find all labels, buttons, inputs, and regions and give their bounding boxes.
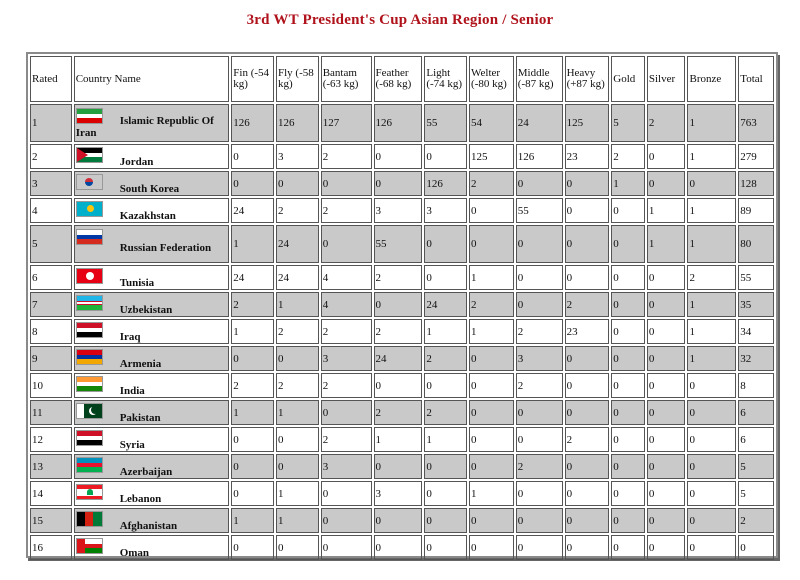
country-name: Russian Federation	[119, 242, 212, 254]
value-cell: 0	[321, 535, 372, 560]
value-cell: 0	[565, 171, 610, 196]
value-cell: 0	[647, 319, 686, 344]
table-row	[30, 508, 774, 533]
table-row	[30, 198, 774, 223]
azerbaijan-flag-icon	[76, 457, 103, 473]
country-name: Lebanon	[119, 492, 162, 505]
value-cell: 0	[469, 427, 514, 452]
value-cell: 1	[231, 225, 274, 263]
value-cell: 0	[231, 346, 274, 371]
table-row	[30, 319, 774, 344]
value-cell: 0	[424, 144, 467, 169]
country-name: Pakistan	[119, 411, 161, 424]
jordan-flag-icon	[76, 147, 103, 163]
value-cell: 127	[321, 104, 372, 142]
rated-cell: 7	[30, 292, 72, 317]
value-cell: 24	[516, 104, 563, 142]
value-cell: 0	[424, 508, 467, 533]
results-table-container	[26, 52, 778, 558]
value-cell: 2	[516, 454, 563, 479]
rated-cell: 5	[30, 225, 72, 263]
uzbekistan-flag-icon	[76, 295, 103, 311]
value-cell: 1	[276, 481, 319, 506]
value-cell: 1	[611, 171, 645, 196]
value-cell: 23	[565, 144, 610, 169]
value-cell: 2	[276, 373, 319, 398]
value-cell: 1	[687, 198, 736, 223]
value-cell: 126	[231, 104, 274, 142]
country-name: South Korea	[119, 182, 180, 195]
value-cell: 5	[738, 454, 774, 479]
value-cell: 0	[516, 292, 563, 317]
country-cell	[74, 198, 230, 223]
value-cell: 0	[687, 373, 736, 398]
value-cell: 24	[276, 265, 319, 290]
value-cell: 0	[611, 265, 645, 290]
value-cell: 55	[516, 198, 563, 223]
value-cell: 0	[565, 265, 610, 290]
table-row	[30, 535, 774, 560]
country-name: India	[119, 384, 145, 397]
value-cell: 0	[516, 481, 563, 506]
value-cell: 0	[374, 292, 423, 317]
value-cell: 0	[424, 481, 467, 506]
value-cell: 0	[469, 373, 514, 398]
value-cell: 2	[738, 508, 774, 533]
value-cell: 0	[469, 225, 514, 263]
header-bronze: Bronze	[687, 56, 736, 102]
country-cell	[74, 225, 230, 263]
value-cell: 2	[647, 104, 686, 142]
value-cell: 3	[374, 198, 423, 223]
value-cell: 0	[687, 481, 736, 506]
value-cell: 55	[738, 265, 774, 290]
value-cell: 0	[565, 454, 610, 479]
value-cell: 55	[374, 225, 423, 263]
country-name: Uzbekistan	[119, 303, 173, 316]
value-cell: 24	[231, 265, 274, 290]
value-cell: 0	[565, 373, 610, 398]
value-cell: 2	[424, 400, 467, 425]
value-cell: 4	[321, 265, 372, 290]
value-cell: 125	[565, 104, 610, 142]
value-cell: 34	[738, 319, 774, 344]
value-cell: 0	[231, 171, 274, 196]
value-cell: 128	[738, 171, 774, 196]
value-cell: 8	[738, 373, 774, 398]
country-name: Oman	[119, 546, 150, 559]
value-cell: 1	[231, 400, 274, 425]
rated-cell: 1	[30, 104, 72, 142]
header-silver: Silver	[647, 56, 686, 102]
value-cell: 3	[424, 198, 467, 223]
value-cell: 125	[469, 144, 514, 169]
value-cell: 0	[565, 400, 610, 425]
header-middle: Middle (-87 kg)	[516, 56, 563, 102]
value-cell: 0	[321, 225, 372, 263]
value-cell: 0	[611, 373, 645, 398]
value-cell: 0	[647, 427, 686, 452]
value-cell: 1	[276, 292, 319, 317]
value-cell: 0	[687, 454, 736, 479]
rated-cell: 13	[30, 454, 72, 479]
value-cell: 0	[611, 454, 645, 479]
value-cell: 0	[374, 171, 423, 196]
country-name: Afghanistan	[119, 519, 178, 532]
value-cell: 2	[611, 144, 645, 169]
value-cell: 0	[565, 508, 610, 533]
value-cell: 0	[611, 225, 645, 263]
value-cell: 0	[516, 427, 563, 452]
value-cell: 0	[611, 319, 645, 344]
afghanistan-flag-icon	[76, 511, 103, 527]
rated-cell: 3	[30, 171, 72, 196]
country-name: Armenia	[119, 357, 162, 370]
value-cell: 126	[374, 104, 423, 142]
syria-flag-icon	[76, 430, 103, 446]
value-cell: 1	[687, 225, 736, 263]
table-row	[30, 265, 774, 290]
value-cell: 2	[516, 319, 563, 344]
rated-cell: 14	[30, 481, 72, 506]
value-cell: 89	[738, 198, 774, 223]
value-cell: 0	[647, 292, 686, 317]
value-cell: 0	[647, 265, 686, 290]
value-cell: 0	[611, 198, 645, 223]
value-cell: 80	[738, 225, 774, 263]
value-cell: 55	[424, 104, 467, 142]
value-cell: 0	[611, 481, 645, 506]
value-cell: 1	[231, 319, 274, 344]
value-cell: 0	[687, 171, 736, 196]
value-cell: 0	[516, 265, 563, 290]
value-cell: 126	[516, 144, 563, 169]
value-cell: 0	[516, 508, 563, 533]
table-row	[30, 292, 774, 317]
value-cell: 2	[469, 292, 514, 317]
country-name: Jordan	[119, 155, 154, 168]
value-cell: 0	[611, 535, 645, 560]
value-cell: 1	[469, 319, 514, 344]
value-cell: 1	[647, 198, 686, 223]
country-name: Azerbaijan	[119, 465, 173, 478]
value-cell: 1	[276, 508, 319, 533]
value-cell: 763	[738, 104, 774, 142]
value-cell: 0	[469, 508, 514, 533]
value-cell: 0	[276, 535, 319, 560]
table-row	[30, 400, 774, 425]
country-cell	[74, 508, 230, 533]
value-cell: 0	[687, 535, 736, 560]
value-cell: 0	[687, 508, 736, 533]
value-cell: 3	[321, 346, 372, 371]
value-cell: 0	[469, 454, 514, 479]
value-cell: 0	[647, 481, 686, 506]
value-cell: 2	[687, 265, 736, 290]
value-cell: 0	[469, 400, 514, 425]
value-cell: 0	[231, 144, 274, 169]
rated-cell: 8	[30, 319, 72, 344]
value-cell: 1	[687, 319, 736, 344]
value-cell: 0	[565, 198, 610, 223]
value-cell: 0	[321, 508, 372, 533]
value-cell: 2	[321, 198, 372, 223]
value-cell: 0	[611, 346, 645, 371]
value-cell: 0	[321, 481, 372, 506]
country-cell	[74, 144, 230, 169]
header-row	[30, 56, 774, 102]
value-cell: 0	[647, 508, 686, 533]
country-name: Kazakhstan	[119, 209, 176, 222]
value-cell: 0	[738, 535, 774, 560]
value-cell: 0	[647, 454, 686, 479]
value-cell: 0	[374, 373, 423, 398]
value-cell: 54	[469, 104, 514, 142]
value-cell: 5	[738, 481, 774, 506]
country-cell	[74, 454, 230, 479]
page-title: 3rd WT President's Cup Asian Region / Senior	[246, 12, 554, 28]
value-cell: 0	[321, 171, 372, 196]
header-welter: Welter (-80 kg)	[469, 56, 514, 102]
value-cell: 0	[424, 454, 467, 479]
kazakhstan-flag-icon	[76, 201, 103, 217]
value-cell: 0	[424, 535, 467, 560]
value-cell: 0	[611, 400, 645, 425]
pakistan-flag-icon	[76, 403, 103, 419]
value-cell: 0	[687, 427, 736, 452]
value-cell: 35	[738, 292, 774, 317]
header-fin: Fin (-54 kg)	[231, 56, 274, 102]
table-row	[30, 346, 774, 371]
value-cell: 0	[276, 427, 319, 452]
value-cell: 2	[565, 427, 610, 452]
value-cell: 0	[687, 400, 736, 425]
value-cell: 126	[276, 104, 319, 142]
value-cell: 0	[647, 346, 686, 371]
value-cell: 0	[469, 198, 514, 223]
value-cell: 3	[374, 481, 423, 506]
table-row	[30, 373, 774, 398]
value-cell: 0	[231, 427, 274, 452]
value-cell: 6	[738, 400, 774, 425]
armenia-flag-icon	[76, 349, 103, 365]
country-cell	[74, 400, 230, 425]
value-cell: 0	[231, 481, 274, 506]
value-cell: 2	[321, 373, 372, 398]
value-cell: 24	[276, 225, 319, 263]
country-cell	[74, 319, 230, 344]
table-row	[30, 225, 774, 263]
country-cell	[74, 104, 230, 142]
rated-cell: 16	[30, 535, 72, 560]
value-cell: 0	[231, 535, 274, 560]
value-cell: 279	[738, 144, 774, 169]
table-row	[30, 427, 774, 452]
tunisia-flag-icon	[76, 268, 103, 284]
country-cell	[74, 427, 230, 452]
value-cell: 6	[738, 427, 774, 452]
value-cell: 0	[276, 171, 319, 196]
value-cell: 24	[231, 198, 274, 223]
value-cell: 2	[469, 171, 514, 196]
rated-cell: 4	[30, 198, 72, 223]
header-feather: Feather (-68 kg)	[374, 56, 423, 102]
value-cell: 0	[516, 400, 563, 425]
results-table	[28, 54, 776, 562]
value-cell: 3	[276, 144, 319, 169]
value-cell: 1	[687, 346, 736, 371]
value-cell: 1	[231, 508, 274, 533]
value-cell: 3	[321, 454, 372, 479]
country-cell	[74, 346, 230, 371]
value-cell: 0	[276, 454, 319, 479]
table-row	[30, 481, 774, 506]
value-cell: 1	[374, 427, 423, 452]
header-gold: Gold	[611, 56, 645, 102]
iran-flag-icon	[76, 108, 103, 124]
country-cell	[74, 535, 230, 560]
value-cell: 0	[565, 535, 610, 560]
value-cell: 2	[374, 265, 423, 290]
value-cell: 0	[424, 265, 467, 290]
value-cell: 0	[321, 400, 372, 425]
value-cell: 24	[424, 292, 467, 317]
value-cell: 2	[276, 319, 319, 344]
header-rated: Rated	[30, 56, 72, 102]
country-cell	[74, 292, 230, 317]
value-cell: 0	[516, 225, 563, 263]
country-cell	[74, 265, 230, 290]
value-cell: 0	[611, 427, 645, 452]
value-cell: 0	[516, 171, 563, 196]
table-row	[30, 171, 774, 196]
value-cell: 32	[738, 346, 774, 371]
value-cell: 0	[424, 225, 467, 263]
value-cell: 1	[647, 225, 686, 263]
country-name: Tunisia	[119, 276, 155, 289]
rated-cell: 10	[30, 373, 72, 398]
value-cell: 0	[374, 508, 423, 533]
table-row	[30, 454, 774, 479]
value-cell: 0	[647, 535, 686, 560]
value-cell: 0	[231, 454, 274, 479]
value-cell: 2	[424, 346, 467, 371]
rated-cell: 15	[30, 508, 72, 533]
value-cell: 23	[565, 319, 610, 344]
rated-cell: 2	[30, 144, 72, 169]
country-cell	[74, 171, 230, 196]
value-cell: 2	[374, 400, 423, 425]
value-cell: 2	[321, 427, 372, 452]
header-light: Light (-74 kg)	[424, 56, 467, 102]
value-cell: 1	[276, 400, 319, 425]
value-cell: 2	[276, 198, 319, 223]
rated-cell: 11	[30, 400, 72, 425]
value-cell: 2	[321, 319, 372, 344]
value-cell: 0	[276, 346, 319, 371]
value-cell: 0	[374, 454, 423, 479]
oman-flag-icon	[76, 538, 103, 554]
header-fly: Fly (-58 kg)	[276, 56, 319, 102]
value-cell: 0	[424, 373, 467, 398]
rated-cell: 6	[30, 265, 72, 290]
header-heavy: Heavy (+87 kg)	[565, 56, 610, 102]
value-cell: 1	[687, 104, 736, 142]
value-cell: 2	[321, 144, 372, 169]
value-cell: 2	[374, 319, 423, 344]
table-row	[30, 144, 774, 169]
value-cell: 24	[374, 346, 423, 371]
value-cell: 0	[647, 373, 686, 398]
iraq-flag-icon	[76, 322, 103, 338]
value-cell: 0	[469, 346, 514, 371]
value-cell: 0	[469, 535, 514, 560]
value-cell: 1	[424, 427, 467, 452]
country-name: Iraq	[119, 330, 141, 343]
value-cell: 1	[687, 292, 736, 317]
value-cell: 0	[565, 346, 610, 371]
rated-cell: 12	[30, 427, 72, 452]
value-cell: 0	[516, 535, 563, 560]
header-country-name: Country Name	[74, 56, 230, 102]
russia-flag-icon	[76, 229, 103, 245]
country-name: Syria	[119, 438, 145, 451]
india-flag-icon	[76, 376, 103, 392]
south-korea-flag-icon	[76, 174, 103, 190]
value-cell: 0	[647, 400, 686, 425]
value-cell: 1	[424, 319, 467, 344]
value-cell: 0	[374, 535, 423, 560]
value-cell: 2	[231, 292, 274, 317]
value-cell: 4	[321, 292, 372, 317]
header-total: Total	[738, 56, 774, 102]
value-cell: 2	[231, 373, 274, 398]
value-cell: 0	[374, 144, 423, 169]
value-cell: 1	[469, 265, 514, 290]
value-cell: 5	[611, 104, 645, 142]
value-cell: 0	[565, 481, 610, 506]
header-bantam: Bantam (-63 kg)	[321, 56, 372, 102]
table-row	[30, 104, 774, 142]
value-cell: 0	[611, 508, 645, 533]
country-cell	[74, 373, 230, 398]
value-cell: 126	[424, 171, 467, 196]
value-cell: 0	[565, 225, 610, 263]
country-name: Islamic Republic Of Iran	[75, 115, 214, 139]
value-cell: 1	[687, 144, 736, 169]
value-cell: 0	[647, 144, 686, 169]
value-cell: 2	[516, 373, 563, 398]
value-cell: 0	[647, 171, 686, 196]
rated-cell: 9	[30, 346, 72, 371]
value-cell: 3	[516, 346, 563, 371]
value-cell: 1	[469, 481, 514, 506]
value-cell: 2	[565, 292, 610, 317]
country-cell	[74, 481, 230, 506]
lebanon-flag-icon	[76, 484, 103, 500]
value-cell: 0	[611, 292, 645, 317]
